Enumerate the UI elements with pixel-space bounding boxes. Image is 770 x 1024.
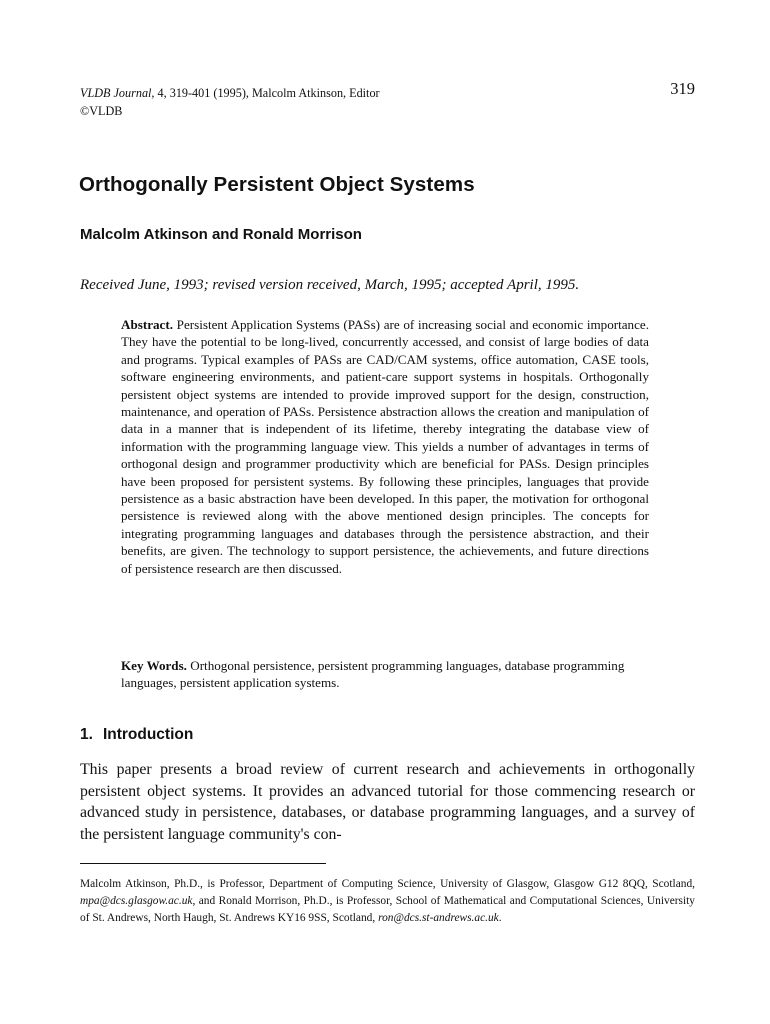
page-number: 319 [670, 79, 695, 98]
keywords-label: Key Words. [121, 658, 187, 673]
introduction-text: This paper presents a broad review of current research and achievements in orthogonally persistent object systems. It provides an advanced tutorial for those commencing research or advanced study in persistence, databases, or database programming languages, and a survey of the persistent language community's con- [80, 761, 695, 843]
author-email-morrison: ron@dcs.st-andrews.ac.uk [378, 912, 499, 924]
abstract [121, 316, 649, 577]
footnote-part-1: Malcolm Atkinson, Ph.D., is Professor, Department of Computing Science, University of Glasgow, Glasgow G12 8QQ, Scotland, [80, 878, 695, 890]
section-heading-introduction [80, 726, 193, 744]
paper-title: Orthogonally Persistent Object Systems [79, 173, 475, 196]
running-header [80, 79, 695, 101]
footnote-part-2: , and Ronald Morrison, Ph.D., is Professor, School of Mathematical and Computational Sciences, University of St. Andrews, North Haugh, St. Andrews KY16 9SS, Scotland, [80, 895, 695, 924]
section-number: 1. [80, 726, 93, 743]
author-footnote [80, 876, 695, 927]
journal-reference [80, 86, 380, 100]
abstract-text: Persistent Application Systems (PASs) are of increasing social and economic importance. They have the potential to be long-lived, concurrently accessed, and consist of large bodies of data and programs. Typical examples of PASs are CAD/CAM systems, office automation, CASE tools, software engineering environments, and patient-care support systems in hospitals. Orthogonally persistent object systems are intended to provide improved support for the design, construction, maintenance, and operation of PASs. Persistence abstraction allows the creation and manipulation of data in a manner that is independent of its lifetime, thereby integrating the database view of information with the programming language view. This yields a number of advantages in terms of orthogonal design and programmer productivity which are beneficial for PASs. Design principles have been proposed for persistent systems. By following these principles, languages that provide persistence as a basic abstraction have been developed. In this paper, the motivation for orthogonal persistence is reviewed along with the above mentioned design principles. The concepts for integrating programming languages and databases through the persistence abstraction, and their benefits, are given. The technology to support persistence, the achievements, and future directions of persistence research are then discussed. [121, 317, 649, 576]
footnote-divider [80, 863, 326, 864]
section-title: Introduction [102, 726, 194, 743]
author-email-atkinson: mpa@dcs.glasgow.ac.uk [80, 895, 193, 907]
keywords [121, 657, 649, 692]
abstract-label: Abstract. [121, 317, 173, 332]
keywords-text: Orthogonal persistence, persistent programming languages, database programming languages, persistent application systems. [121, 658, 625, 691]
copyright-notice: ©VLDB [80, 104, 123, 118]
journal-details: 4, 319-401 (1995), Malcolm Atkinson, Editor [154, 86, 380, 100]
footnote-part-3: . [498, 912, 502, 924]
received-dates: Received June, 1993; revised version received, March, 1995; accepted April, 1995. [80, 277, 580, 293]
journal-name: VLDB Journal, [80, 86, 155, 100]
paper-authors: Malcolm Atkinson and Ronald Morrison [80, 226, 362, 243]
